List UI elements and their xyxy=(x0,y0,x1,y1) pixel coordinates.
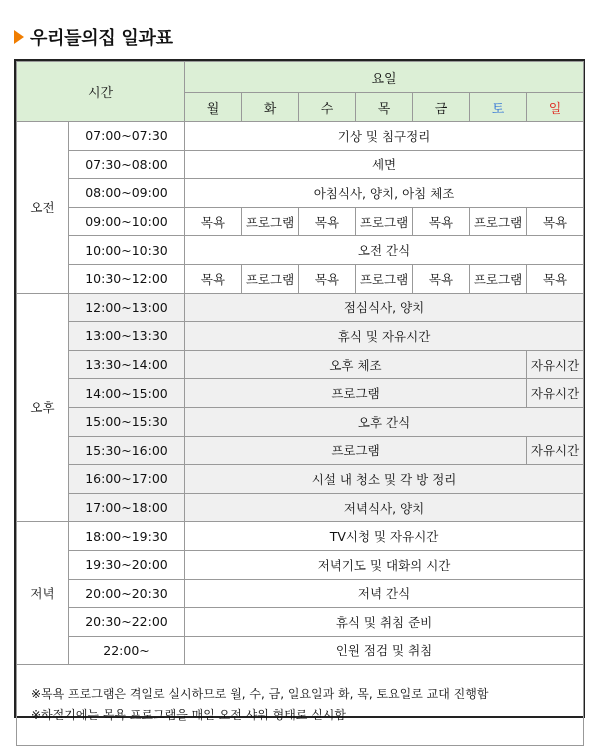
time-cell: 07:30~08:00 xyxy=(69,150,185,179)
activity-cell: 아침식사, 양치, 아침 체조 xyxy=(185,179,584,208)
day-header-thu: 목 xyxy=(356,93,413,122)
table-row xyxy=(17,264,584,293)
day-header-sat: 토 xyxy=(470,93,527,122)
period-label-evening: 저녁 xyxy=(17,522,69,665)
activity-cell: 프로그램 xyxy=(185,379,527,408)
activity-cell: 휴식 및 취침 준비 xyxy=(185,608,584,637)
period-label-morning: 오전 xyxy=(17,122,69,294)
table-row xyxy=(17,579,584,608)
time-cell: 08:00~09:00 xyxy=(69,179,185,208)
sunday-cell: 자유시간 xyxy=(527,436,584,465)
activity-cell: TV시청 및 자유시간 xyxy=(185,522,584,551)
time-cell: 18:00~19:30 xyxy=(69,522,185,551)
day-cell: 프로그램 xyxy=(470,207,527,236)
activity-cell: 저녁기도 및 대화의 시간 xyxy=(185,550,584,579)
day-header-tue: 화 xyxy=(242,93,299,122)
day-header-fri: 금 xyxy=(413,93,470,122)
table-row xyxy=(17,608,584,637)
table-row xyxy=(17,350,584,379)
activity-cell: 오후 간식 xyxy=(185,407,584,436)
day-header-sun: 일 xyxy=(527,93,584,122)
notes-cell xyxy=(17,665,584,746)
activity-cell: 저녁식사, 양치 xyxy=(185,493,584,522)
activity-cell: 시설 내 청소 및 각 방 정리 xyxy=(185,465,584,494)
table-row xyxy=(17,150,584,179)
day-cell: 목욕 xyxy=(413,207,470,236)
title-text: 우리들의집 일과표 xyxy=(30,28,173,49)
activity-cell: 프로그램 xyxy=(185,436,527,465)
table-row xyxy=(17,293,584,322)
time-cell: 15:30~16:00 xyxy=(69,436,185,465)
table-row xyxy=(17,207,584,236)
day-cell: 프로그램 xyxy=(242,207,299,236)
table-row xyxy=(17,550,584,579)
day-cell: 프로그램 xyxy=(242,264,299,293)
day-cell: 목욕 xyxy=(185,207,242,236)
time-cell: 22:00~ xyxy=(69,636,185,665)
note-line: ※목욕 프로그램은 격일로 실시하므로 월, 수, 금, 일요일과 화, 목, 토요일로 교대 진행함 xyxy=(31,687,489,702)
time-cell: 15:00~15:30 xyxy=(69,407,185,436)
activity-cell: 점심식사, 양치 xyxy=(185,293,584,322)
time-cell: 07:00~07:30 xyxy=(69,122,185,151)
table-row xyxy=(17,522,584,551)
day-cell: 목욕 xyxy=(185,264,242,293)
day-header-wed: 수 xyxy=(299,93,356,122)
table-row xyxy=(17,493,584,522)
note-line: ※하절기에는 목욕 프로그램을 매일 오전 샤워 형태로 실시함 xyxy=(31,708,346,723)
time-cell: 13:30~14:00 xyxy=(69,350,185,379)
time-cell: 20:00~20:30 xyxy=(69,579,185,608)
activity-cell: 저녁 간식 xyxy=(185,579,584,608)
activity-cell: 기상 및 침구정리 xyxy=(185,122,584,151)
table-row xyxy=(17,407,584,436)
day-cell: 목욕 xyxy=(527,264,584,293)
notes-section xyxy=(17,665,584,746)
evening-section xyxy=(17,522,584,665)
page-title xyxy=(14,24,173,50)
day-cell: 목욕 xyxy=(413,264,470,293)
table-row xyxy=(17,465,584,494)
morning-section xyxy=(17,122,584,294)
time-cell: 20:30~22:00 xyxy=(69,608,185,637)
sunday-cell: 자유시간 xyxy=(527,350,584,379)
activity-cell: 오전 간식 xyxy=(185,236,584,265)
time-cell: 12:00~13:00 xyxy=(69,293,185,322)
time-cell: 10:00~10:30 xyxy=(69,236,185,265)
day-cell: 프로그램 xyxy=(470,264,527,293)
table-row xyxy=(17,636,584,665)
day-cell: 목욕 xyxy=(527,207,584,236)
table-row xyxy=(17,379,584,408)
schedule-table xyxy=(16,61,584,746)
table-row xyxy=(17,236,584,265)
schedule-frame xyxy=(14,59,585,723)
day-cell: 목욕 xyxy=(299,264,356,293)
activity-cell: 휴식 및 자유시간 xyxy=(185,322,584,351)
time-cell: 17:00~18:00 xyxy=(69,493,185,522)
time-cell: 09:00~10:00 xyxy=(69,207,185,236)
day-header-mon: 월 xyxy=(185,93,242,122)
afternoon-section xyxy=(17,293,584,522)
period-label-afternoon: 오후 xyxy=(17,293,69,522)
activity-cell: 세면 xyxy=(185,150,584,179)
table-row xyxy=(17,322,584,351)
time-cell: 14:00~15:00 xyxy=(69,379,185,408)
time-cell: 13:00~13:30 xyxy=(69,322,185,351)
weekday-header: 요일 xyxy=(185,62,584,93)
activity-cell: 인원 점검 및 취침 xyxy=(185,636,584,665)
day-cell: 목욕 xyxy=(299,207,356,236)
activity-cell: 오후 체조 xyxy=(185,350,527,379)
time-cell: 16:00~17:00 xyxy=(69,465,185,494)
day-cell: 프로그램 xyxy=(356,264,413,293)
day-cell: 프로그램 xyxy=(356,207,413,236)
time-header: 시간 xyxy=(17,62,185,122)
time-cell: 19:30~20:00 xyxy=(69,550,185,579)
triangle-bullet-icon xyxy=(14,30,24,44)
table-row xyxy=(17,179,584,208)
sunday-cell: 자유시간 xyxy=(527,379,584,408)
table-row xyxy=(17,122,584,151)
table-row xyxy=(17,436,584,465)
time-cell: 10:30~12:00 xyxy=(69,264,185,293)
